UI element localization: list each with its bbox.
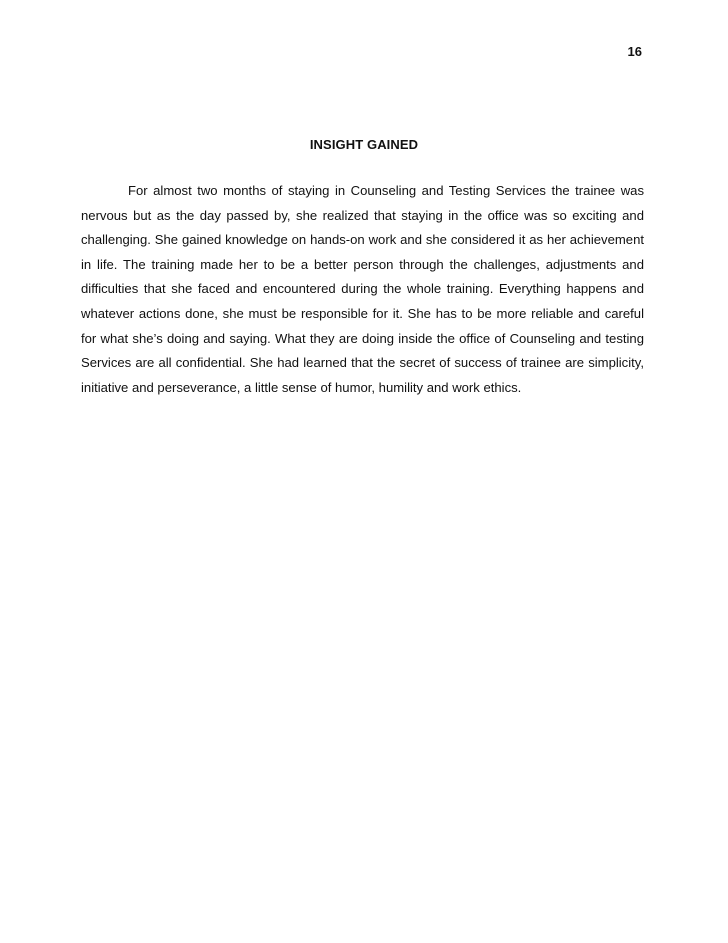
body-paragraph: For almost two months of staying in Counseling and Testing Services the trainee was nervous but as the day passed by, she realized that staying in the office was so exciting and challenging. She gained knowledge on hands-on work and she considered it as her achievement in life. The training made her to be a better person through the challenges, adjustments and difficulties that she faced and encountered during the whole training. Everything happens and whatever actions done, she must be responsible for it. She has to be more reliable and careful for what she’s doing and saying. What they are doing inside the office of Counseling and testing Services are all confidential. She had learned that the secret of success of trainee are simplicity, initiative and perseverance, a little sense of humor, humility and work ethics.: [81, 183, 644, 395]
page-number: 16: [627, 44, 642, 59]
section-title: INSIGHT GAINED: [309, 137, 419, 152]
